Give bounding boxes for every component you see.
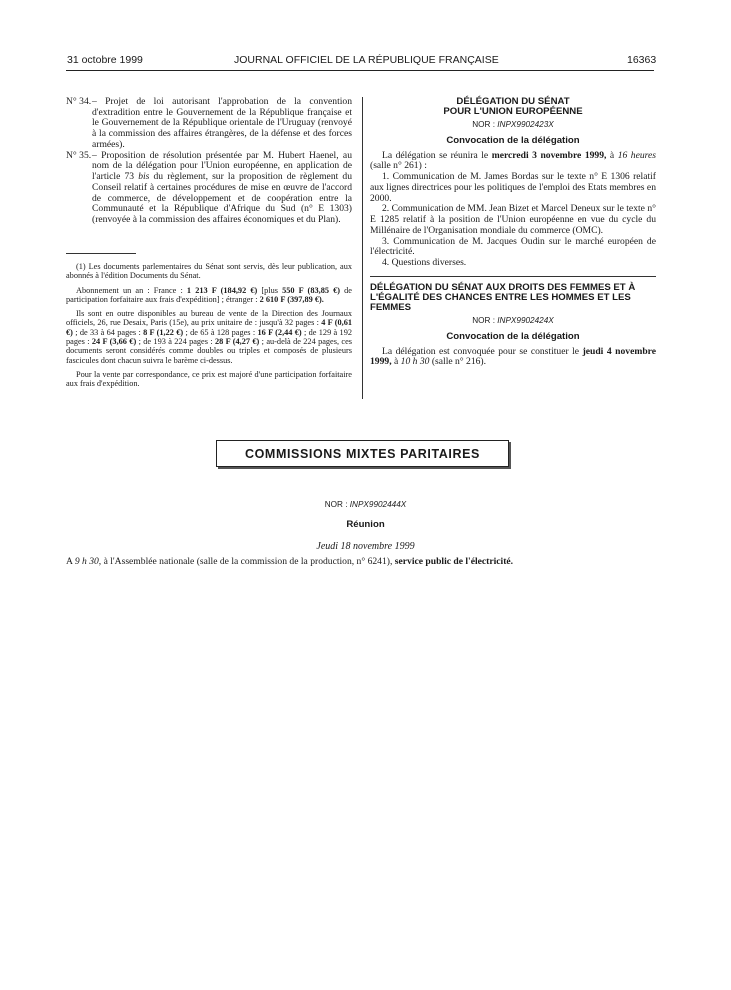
convocation-heading: Convocation de la délégation (446, 134, 580, 146)
nor-code: INPX9902444X (349, 500, 407, 509)
fn-text: [plus (257, 285, 283, 295)
reunion-date: Jeudi 18 novembre 1999 (316, 541, 415, 552)
reunion-text (66, 556, 666, 567)
para-time: 9 h 30, (74, 556, 102, 567)
fn-price: 1 213 F (184,92 €) (186, 285, 258, 295)
item-number: N° 35. (66, 149, 92, 161)
fn-text: Pour la vente par correspondance, ce prix est majoré d'une participation forfaitaire aux frais d'expédition. (66, 369, 352, 389)
right-column (370, 97, 656, 368)
footnote-subscription (66, 286, 352, 305)
item-text-cont: du règlement, sur la proposition de règlement du Conseil relatif à certaines procédures de mise en œuvre de l'accord de commerce, de développement et de coopération entre la Communauté et la République d'Afrique du Sud (n° E 1303) (renvoyée à la commission des affaires économiques et du Plan). (92, 171, 352, 226)
fn-text: ; au-delà de 224 pages, ces documents seront considérés comme doubles ou triples et composés de plusieurs fascicules dont chacun suivra le barème ci-dessus. (66, 336, 352, 365)
para-subject: service public de l'électricité. (394, 556, 514, 567)
para-text: La délégation se réunira le (382, 149, 492, 161)
fn-price: 16 F (2,44 €) (257, 327, 302, 337)
header-rule (66, 70, 654, 71)
reunion-heading: Réunion (346, 519, 385, 530)
fn-text: Abonnement un an : France : (76, 285, 187, 295)
list-item-34 (66, 97, 352, 151)
section-heading-ue (370, 97, 656, 118)
fn-price: 28 F (4,27 €) (214, 336, 260, 346)
para-time: 10 h 30 (400, 356, 430, 368)
fn-text: Ils sont en outre disponibles au bureau de vente de la Direction des Journaux officiels, 26, rue Desaix, Paris (15e), au prix unitaire de : jusqu'à 32 pages : (66, 309, 352, 328)
item-text: – Projet de loi autorisant l'approbation de la convention d'extradition entre le Gouvernement de la République française et le Gouvernement de la République orientale de l'Uruguay (renvoyé à la commission des affaires étrangères, de la défense et des forces armées). (92, 96, 352, 150)
footnote-1 (66, 262, 352, 281)
fn-text: ; de 193 à 224 pages : (136, 336, 215, 346)
fn-text: de participation forfaitaire aux frais d'expédition] ; étranger : (66, 285, 352, 304)
agenda-item: 3. Communication de M. Jacques Oudin sur le marché européen de l'électricité. (370, 235, 656, 258)
footnote-mail-order (66, 370, 352, 389)
nor-reference (370, 120, 656, 129)
nor-label: NOR : (324, 500, 350, 509)
section-title-box: COMMISSIONS MIXTES PARITAIRES (216, 440, 509, 467)
para-text: (salle n° 261) : (370, 160, 427, 172)
header-date: 31 octobre 1999 (67, 54, 143, 66)
para-text: à l'Assemblée nationale (salle de la commission de la production, n° 6241), (101, 556, 395, 567)
footnotes (66, 262, 352, 393)
para-time: 16 heures (617, 149, 657, 161)
fn-text: ; de 33 à 64 pages : (72, 327, 144, 337)
para-text: à (606, 149, 618, 161)
header-title: JOURNAL OFFICIEL DE LA RÉPUBLIQUE FRANÇAISE (234, 54, 499, 66)
agenda-item: 1. Communication de M. James Bordas sur le texte n° E 1306 relatif aux lignes directrices pour les politiques de l'emploi des Etats membres en 2000. (370, 171, 656, 204)
para-text: (salle n° 216). (429, 356, 487, 368)
para-date: jeudi 4 novembre 1999, (370, 345, 656, 368)
item-text-italic: bis (138, 171, 150, 183)
fn-price: 4 F (0,61 €) (66, 318, 352, 337)
footnote-1-text: (1) Les documents parlementaires du Sénat sont servis, dès leur publication, aux abonnés à l'édition Documents du Sénat. (66, 262, 352, 281)
header-page-number: 16363 (627, 54, 657, 66)
left-column (66, 97, 352, 226)
fn-text: ; de 129 à 192 pages : (66, 327, 352, 346)
fn-price: 8 F (1,22 €) (143, 327, 184, 337)
para-date: mercredi 3 novembre 1999, (491, 149, 607, 161)
heading-line: POUR L'UNION EUROPÉENNE (443, 106, 583, 118)
column-divider (362, 97, 363, 399)
item-text: – Proposition de résolution présentée par M. Hubert Haenel, au nom de la délégation pour l'Union européenne, en application de l'article 73 (92, 149, 352, 183)
convocation-text (370, 347, 656, 368)
fn-price: 2 610 F (397,89 €). (259, 294, 324, 304)
para-text: La délégation est convoquée pour se constituer le (382, 345, 583, 357)
para-text: à (391, 356, 401, 368)
item-number: N° 34. (66, 96, 92, 107)
agenda-item: 4. Questions diverses. (382, 256, 467, 268)
fn-price: 550 F (83,85 €) (282, 285, 341, 295)
list-item-35 (66, 151, 352, 226)
nor-label: NOR : (472, 315, 498, 325)
footnote-rule (66, 253, 136, 254)
nor-reference (370, 316, 656, 325)
nor-label: NOR : (472, 119, 498, 129)
fn-price: 24 F (3,66 €) (91, 336, 137, 346)
fn-text: ; de 65 à 128 pages : (183, 327, 258, 337)
heading-line: DÉLÉGATION DU SÉNAT (456, 96, 570, 107)
nor-reference (0, 500, 731, 509)
footnote-prices (66, 309, 352, 365)
agenda-item: 2. Communication de MM. Jean Bizet et Marcel Deneux sur le texte n° E 1285 relatif à la position de l'Union européenne en vue du cycle du Millénaire de l'Organisation mondiale du commerce (OMC). (370, 203, 656, 236)
para-text: A (66, 556, 75, 567)
convocation-heading: Convocation de la délégation (446, 330, 580, 342)
section-divider (370, 276, 656, 277)
nor-code: INPX9902423X (497, 119, 554, 129)
convocation-intro (370, 151, 656, 172)
section-heading-femmes: DÉLÉGATION DU SÉNAT AUX DROITS DES FEMMES ET À L'ÉGALITÉ DES CHANCES ENTRE LES HOMMES ET LES FEMMES (370, 281, 636, 314)
nor-code: INPX9902424X (497, 315, 554, 325)
